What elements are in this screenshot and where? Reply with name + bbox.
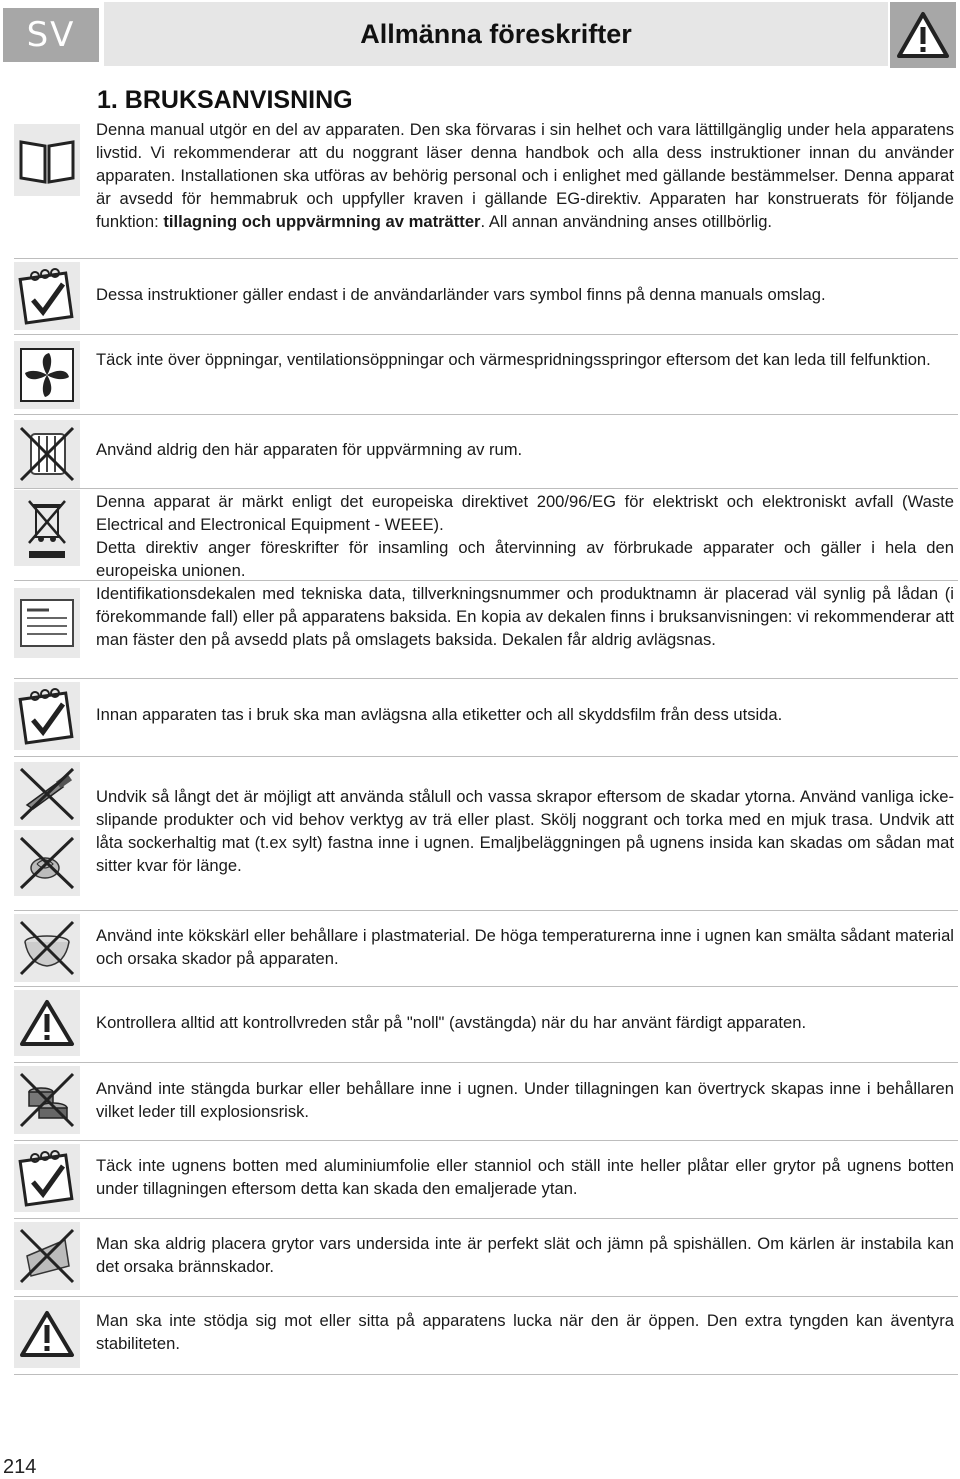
notepad-check-icon <box>14 1144 80 1212</box>
uneven-pot-crossed-icon <box>14 1222 80 1290</box>
text-paragraph: Detta direktiv anger föreskrifter för insamling och återvinning av förbrukade apparater och gäller i hela den europeiska unionen. <box>96 538 954 581</box>
text-part: Denna manual utgör en del av apparaten. Den ska förvaras i sin helhet och vara lättillgänglig under hela apparatens livstid. Vi rekommenderar att du noggrant läser denna handbok och alla dess instruktioner innan du använder apparaten. Installationen ska utföras av behörig personal och i enlighet med gällande bestämmelser. Denna apparat är avsedd för hemmabruk och uppfyller kraven i gällande EG-direktiv. Apparaten har konstruerats för följande funktion: <box>96 120 954 232</box>
divider <box>14 678 958 679</box>
warning-icon <box>14 1300 80 1368</box>
block-text: Dessa instruktioner gäller endast i de användarländer vars symbol finns på denna manuals omslag. <box>96 285 826 304</box>
block-text: Man ska inte stödja sig mot eller sitta på apparatens lucka när den är öppen. Den extra tyngden kan äventyra stabiliteten. <box>96 1311 954 1354</box>
divider <box>14 1218 958 1219</box>
block-text: Använd inte kökskärl eller behållare i plastmaterial. De höga temperaturerna inne i ugnen kan smälta sådant material och orsaka skador på apparaten. <box>96 926 954 969</box>
block-text <box>96 490 954 582</box>
data-label-icon <box>14 588 80 658</box>
divider <box>14 1062 958 1063</box>
divider <box>14 334 958 335</box>
block-text: Använd aldrig den här apparaten för uppvärmning av rum. <box>96 440 523 459</box>
block-text: Innan apparaten tas i bruk ska man avlägsna alla etiketter och all skyddsfilm från dess utsida. <box>96 705 783 724</box>
emphasis-text: tillagning och uppvärmning av maträtter <box>163 212 481 232</box>
divider <box>14 910 958 911</box>
block-text: Täck inte ugnens botten med aluminiumfolie eller stanniol och ställ inte heller plåtar eller grytor på ugnens botten under tillagningen eftersom detta kan skada den emaljerade ytan. <box>96 1156 954 1199</box>
warning-icon <box>890 2 956 68</box>
scraper-crossed-icon <box>14 762 80 826</box>
page-header <box>0 0 960 72</box>
divider <box>14 258 958 259</box>
block-text: Kontrollera alltid att kontrollvreden står på "noll" (avstängda) när du har använt färdigt apparaten. <box>96 1013 807 1032</box>
text-paragraph: Denna apparat är märkt enligt det europeiska direktivet 200/96/EG för elektriskt och elektroniskt avfall (Waste Electrical and Electronical Equipment - WEEE). <box>96 492 954 535</box>
divider <box>14 488 958 489</box>
plastic-bowl-crossed-icon <box>14 914 80 982</box>
divider <box>14 1140 958 1141</box>
steel-wool-crossed-icon <box>14 830 80 896</box>
block-text: Identifikationsdekalen med tekniska data, tillverkningsnummer och produktnamn är placerad väl synlig på lådan (i förekommande fall) eller på apparatens baksida. En kopia av dekalen finns i bruksanvisningen: vi rekommenderar att man fäster den på avsedd plats på omslagets baksida. Dekalen får aldrig avlägsnas. <box>96 584 954 650</box>
page-number: 214 <box>3 1456 37 1478</box>
block-text: Undvik så långt det är möjligt att använda stålull och vassa skrapor eftersom de skadar ytorna. Använd vanliga icke-slipande produkter och vid behov verktyg av trä eller plast. Skölj noggrant och torka med en mjuk trasa. Undvik att låta sockerhaltig mat (t.ex sylt) fastna inne i ugnen. Emaljbeläggningen på ugnens insida kan skadas om sådan mat sitter kvar för länge. <box>96 787 954 876</box>
block-text: Använd inte stängda burkar eller behållare inne i ugnen. Under tillagningen kan övertryck skapas inne i behållaren vilket leder till explosionsrisk. <box>96 1079 954 1122</box>
divider <box>14 580 958 581</box>
warning-icon <box>14 990 80 1056</box>
fan-icon <box>14 341 80 409</box>
language-badge: SV <box>3 8 99 62</box>
radiator-crossed-icon <box>14 420 80 488</box>
section-title: 1. BRUKSANVISNING <box>97 86 353 114</box>
book-icon <box>14 124 80 196</box>
divider <box>14 1296 958 1297</box>
block-text <box>96 118 954 233</box>
closed-cans-crossed-icon <box>14 1066 80 1134</box>
weee-bin-icon <box>14 490 80 566</box>
notepad-check-icon <box>14 262 80 330</box>
divider <box>14 756 958 757</box>
divider <box>14 986 958 987</box>
notepad-check-icon <box>14 682 80 750</box>
text-part: . All annan användning anses otillbörlig. <box>480 212 773 232</box>
block-text: Man ska aldrig placera grytor vars undersida inte är perfekt slät och jämn på spishällen. Om kärlen är instabila kan det orsaka brännskador. <box>96 1234 954 1277</box>
page-title: Allmänna föreskrifter <box>360 18 632 49</box>
divider <box>14 1374 958 1375</box>
divider <box>14 414 958 415</box>
block-text: Täck inte över öppningar, ventilationsöppningar och värmespridningsspringor eftersom det kan leda till felfunktion. <box>96 350 931 369</box>
